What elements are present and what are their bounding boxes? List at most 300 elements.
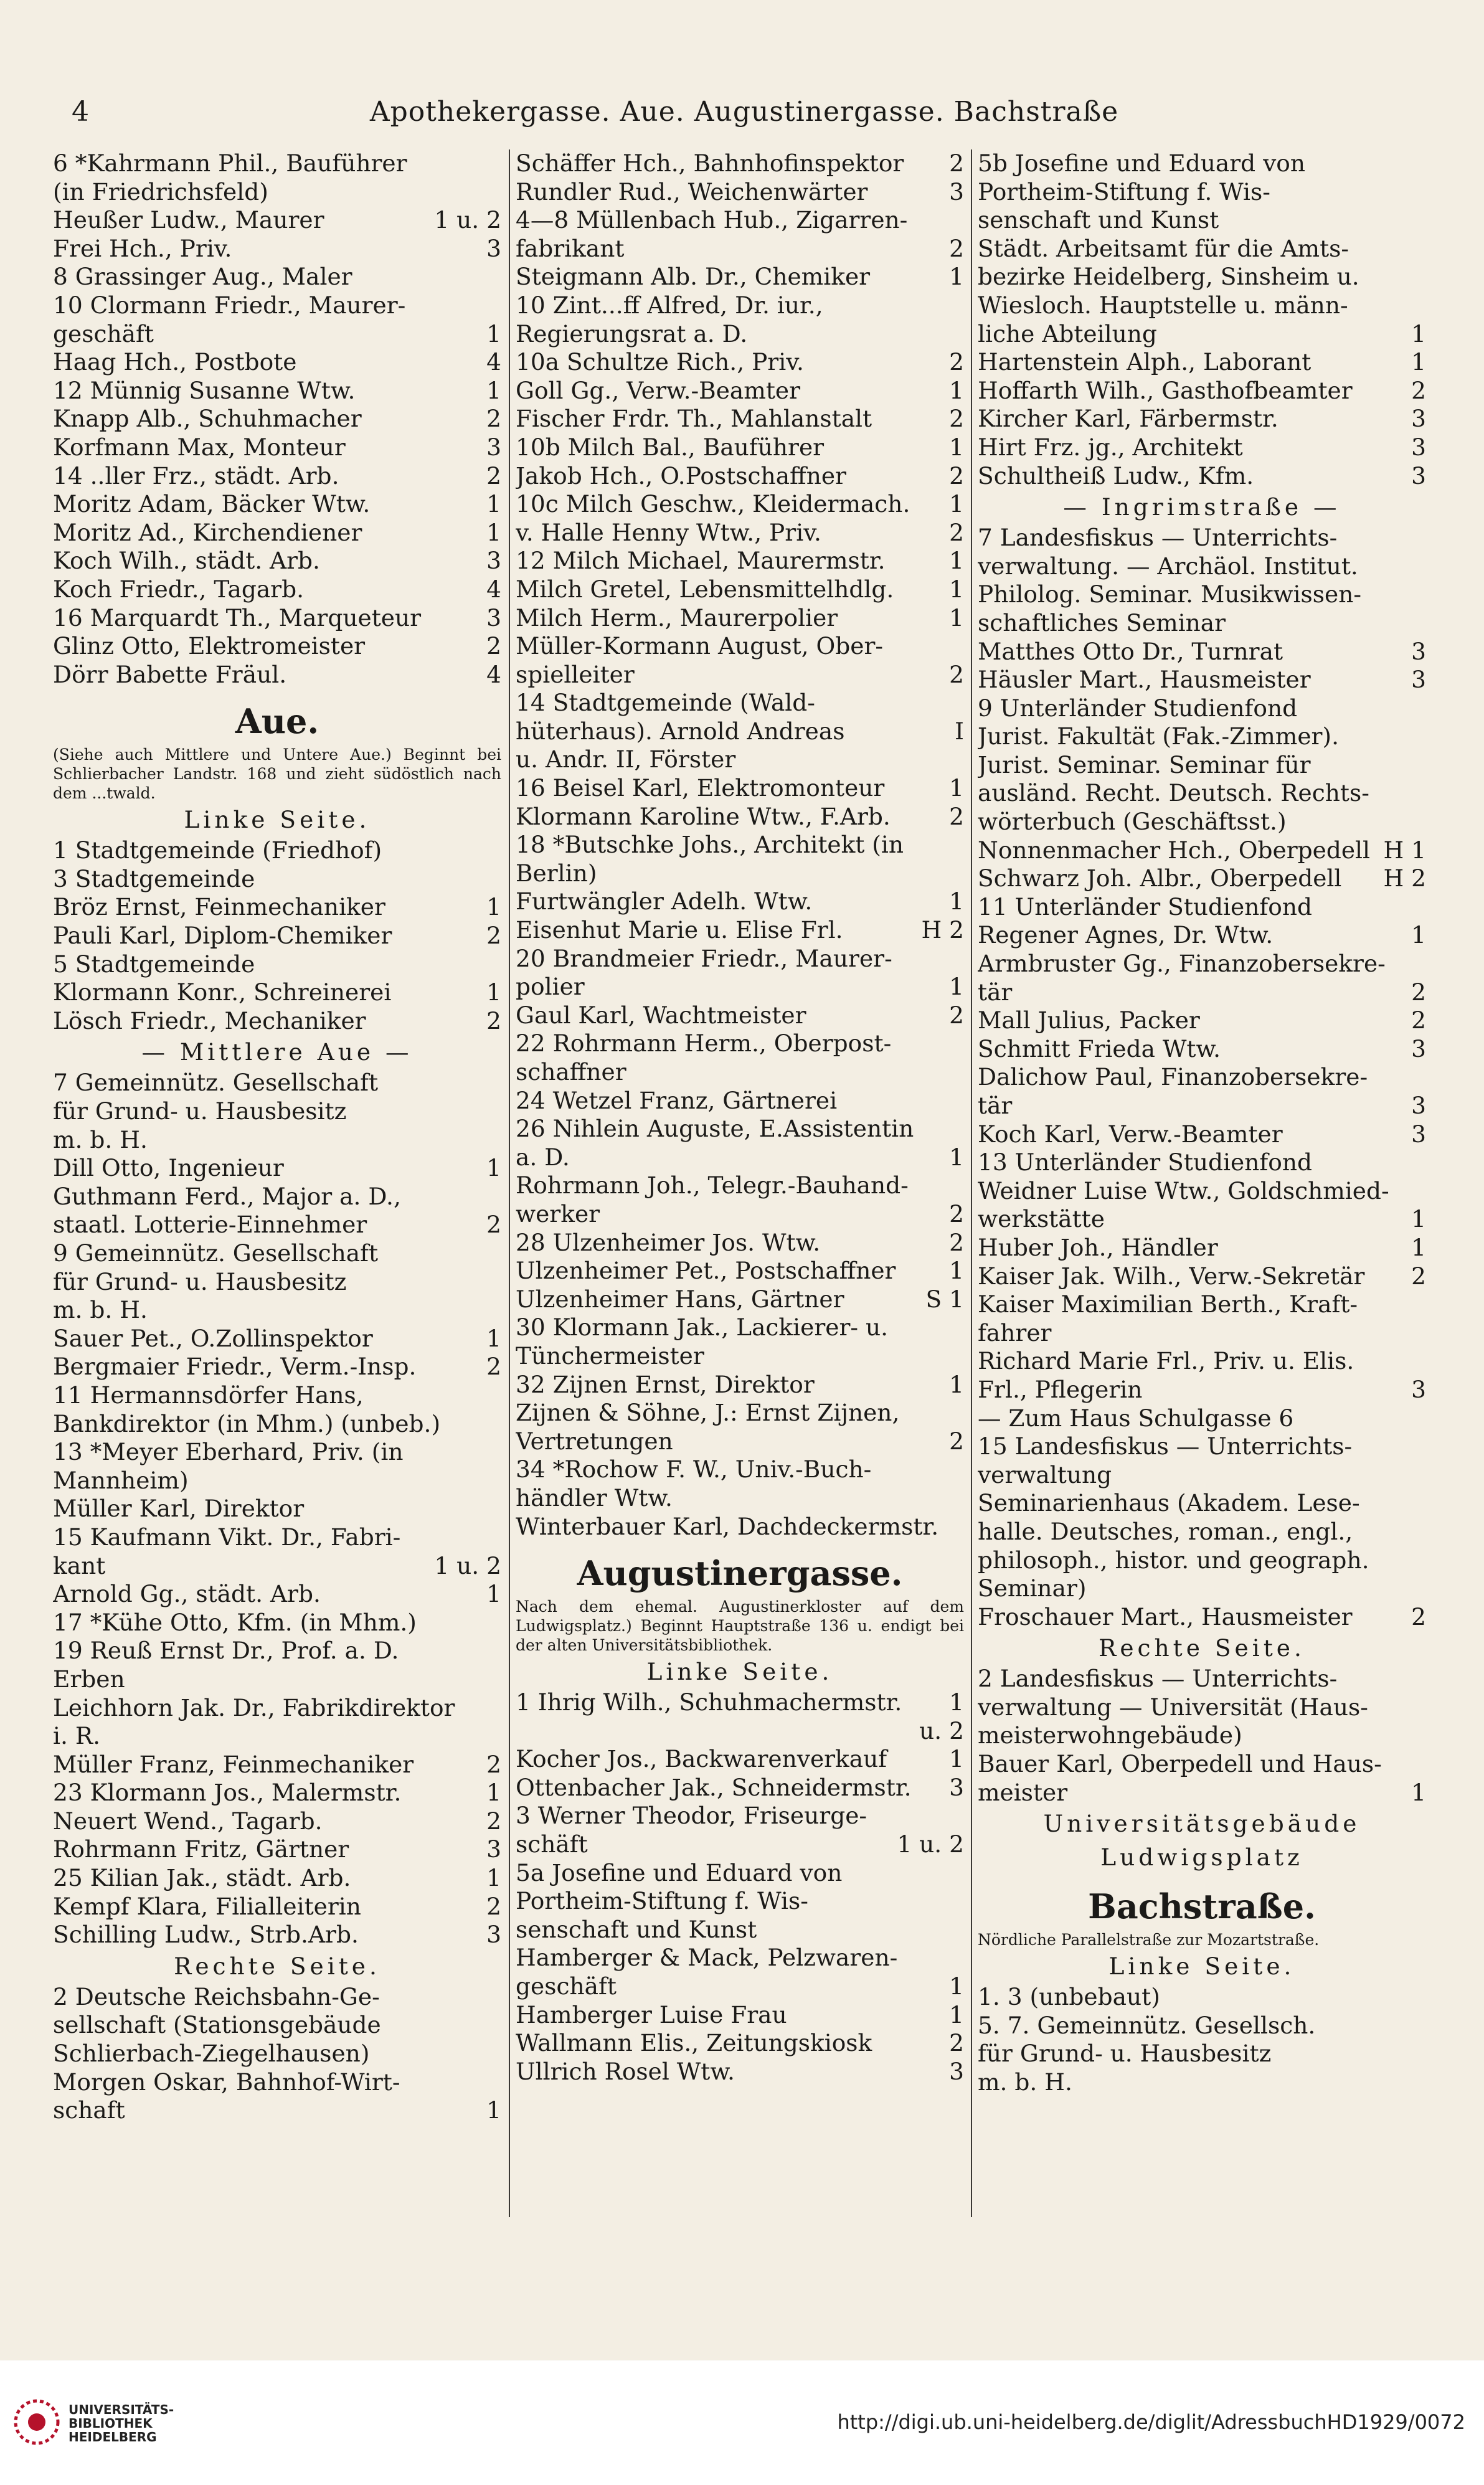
directory-entry bbox=[53, 1381, 501, 1410]
directory-entry bbox=[516, 831, 964, 859]
directory-entry bbox=[516, 547, 964, 575]
directory-entry bbox=[53, 1779, 501, 1807]
directory-entry bbox=[53, 1835, 501, 1864]
entry-text: Heußer Ludw., Maurer bbox=[53, 206, 324, 234]
entry-text: für Grund- u. Hausbesitz bbox=[978, 2040, 1272, 2068]
directory-entry bbox=[53, 433, 501, 462]
entry-text: 14 ..ller Frz., städt. Arb. bbox=[53, 462, 339, 490]
entry-text: Bankdirektor (in Mhm.) (unbeb.) bbox=[53, 1409, 441, 1437]
entry-text: Schultheiß Ludw., Kfm. bbox=[978, 462, 1254, 490]
directory-entry bbox=[978, 1489, 1426, 1518]
entry-text: liche Abteilung bbox=[978, 320, 1157, 348]
side-label: — Mittlere Aue — bbox=[141, 1038, 413, 1066]
entry-text: Tünchermeister bbox=[516, 1342, 704, 1370]
directory-entry bbox=[53, 1864, 501, 1893]
entry-text: 34 *Rochow F. W., Univ.-Buch- bbox=[516, 1456, 872, 1484]
directory-entry bbox=[978, 291, 1426, 320]
floor-number: 2 bbox=[486, 1211, 501, 1239]
directory-entry bbox=[516, 1427, 964, 1456]
entry-text: m. b. H. bbox=[53, 1125, 148, 1153]
directory-entry bbox=[978, 1006, 1426, 1035]
directory-entry bbox=[53, 1239, 501, 1268]
floor-number: 1 bbox=[949, 2000, 964, 2028]
entry-text: 11 Hermannsdörfer Hans, bbox=[53, 1381, 364, 1409]
directory-entry bbox=[53, 1495, 501, 1523]
floor-number: 1 bbox=[1411, 348, 1426, 376]
directory-entry bbox=[53, 1921, 501, 1949]
directory-entry bbox=[516, 1859, 964, 1888]
directory-entry bbox=[516, 519, 964, 547]
floor-number: 3 bbox=[486, 433, 501, 461]
directory-entry bbox=[53, 1807, 501, 1836]
floor-number: 1 bbox=[949, 1972, 964, 2000]
floor-number: 3 bbox=[1411, 1034, 1426, 1063]
page-header bbox=[72, 87, 1417, 137]
entry-text: Bröz Ernst, Feinmechaniker bbox=[53, 893, 385, 921]
directory-entry bbox=[516, 1371, 964, 1399]
floor-number: 2 bbox=[486, 462, 501, 490]
footer-bar bbox=[0, 2360, 1484, 2485]
entry-text: 5. 7. Gemeinnütz. Gesellsch. bbox=[978, 2011, 1316, 2039]
directory-entry bbox=[53, 1126, 501, 1155]
directory-entry bbox=[978, 1205, 1426, 1234]
directory-entry bbox=[53, 2040, 501, 2068]
directory-entry bbox=[978, 1546, 1426, 1575]
side-label: Linke Seite. bbox=[184, 806, 371, 834]
library-logo-text: UNIVERSITÄTS- BIBLIOTHEK HEIDELBERG bbox=[69, 2402, 174, 2445]
directory-entry bbox=[516, 1456, 964, 1484]
floor-number: 2 bbox=[486, 1006, 501, 1034]
directory-entry bbox=[516, 2001, 964, 2030]
entry-text: Knapp Alb., Schuhmacher bbox=[53, 405, 362, 433]
floor-number: 2 bbox=[949, 1001, 964, 1029]
entry-text: meister bbox=[978, 1778, 1068, 1806]
directory-entry bbox=[978, 694, 1426, 723]
entry-text: Kocher Jos., Backwarenverkauf bbox=[516, 1745, 887, 1773]
floor-number: 1 bbox=[949, 575, 964, 603]
source-url-link[interactable]: http://digi.ub.uni-heidelberg.de/diglit/AdressbuchHD1929/0072 bbox=[837, 2410, 1465, 2434]
entry-text: Eisenhut Marie u. Elise Frl. bbox=[516, 916, 843, 944]
entry-text: Rohrmann Fritz, Gärtner bbox=[53, 1835, 349, 1863]
entry-text: Mannheim) bbox=[53, 1466, 189, 1494]
entry-text: (in Friedrichsfeld) bbox=[53, 178, 268, 206]
entry-text: Dalichow Paul, Finanzobersekre- bbox=[978, 1063, 1368, 1091]
side-label: Linke Seite. bbox=[646, 1658, 833, 1686]
floor-number: 1 bbox=[486, 490, 501, 518]
directory-entry bbox=[53, 547, 501, 575]
floor-number: 2 bbox=[1411, 1006, 1426, 1034]
directory-entry bbox=[978, 1319, 1426, 1348]
directory-entry bbox=[978, 779, 1426, 808]
floor-number: 4 bbox=[486, 575, 501, 603]
directory-entry bbox=[53, 1211, 501, 1239]
entry-text: polier bbox=[516, 973, 585, 1001]
directory-entry bbox=[516, 1513, 964, 1541]
directory-entry bbox=[53, 291, 501, 320]
entry-text: Schilling Ludw., Strb.Arb. bbox=[53, 1921, 359, 1949]
entry-text: 16 Beisel Karl, Elektromonteur bbox=[516, 774, 885, 802]
floor-number: 2 bbox=[949, 1228, 964, 1256]
floor-number: 1 bbox=[949, 1745, 964, 1773]
floor-number: 2 bbox=[949, 1427, 964, 1455]
running-title: Apothekergasse. Aue. Augustinergasse. Bachstraße bbox=[369, 96, 1119, 128]
entry-text: Steigmann Alb. Dr., Chemiker bbox=[516, 263, 871, 291]
entry-text: 28 Ulzenheimer Jos. Wtw. bbox=[516, 1228, 821, 1256]
entry-text: 30 Klormann Jak., Lackierer- u. bbox=[516, 1314, 889, 1342]
entry-text: Jurist. Seminar. Seminar für bbox=[978, 750, 1311, 779]
entry-text: 10b Milch Bal., Bauführer bbox=[516, 433, 825, 461]
floor-number: 2 bbox=[1411, 1262, 1426, 1290]
directory-entry bbox=[53, 1893, 501, 1921]
entry-text: Kircher Karl, Färbermstr. bbox=[978, 405, 1278, 433]
entry-text: verwaltung — Universität (Haus- bbox=[978, 1693, 1368, 1721]
floor-number: 2 bbox=[486, 1807, 501, 1835]
floor-number: 1 bbox=[949, 604, 964, 632]
directory-entry bbox=[978, 1290, 1426, 1319]
directory-entry bbox=[516, 263, 964, 291]
entry-text: fabrikant bbox=[516, 234, 625, 262]
directory-entry bbox=[516, 888, 964, 916]
floor-number: 1 bbox=[949, 973, 964, 1001]
entry-text: schaft bbox=[53, 2096, 125, 2124]
directory-entry bbox=[516, 1916, 964, 1944]
entry-text: Fischer Frdr. Th., Mahlanstalt bbox=[516, 405, 872, 433]
entry-text: 25 Kilian Jak., städt. Arb. bbox=[53, 1864, 351, 1892]
directory-entry bbox=[978, 1035, 1426, 1064]
entry-text: hüterhaus). Arnold Andreas bbox=[516, 717, 845, 745]
floor-number: 3 bbox=[1411, 666, 1426, 694]
directory-entry bbox=[516, 1342, 964, 1371]
directory-entry bbox=[978, 524, 1426, 552]
street-note: Nach dem ehemal. Augustinerkloster auf dem Ludwigsplatz.) Beginnt Hauptstraße 136 u. endigt bei der alten Universitätsbibliothek. bbox=[516, 1598, 964, 1655]
entry-text: Winterbauer Karl, Dachdeckermstr. bbox=[516, 1512, 939, 1540]
entry-text: u. Andr. II, Förster bbox=[516, 746, 736, 774]
directory-entry bbox=[978, 2068, 1426, 2097]
directory-entry bbox=[978, 1461, 1426, 1490]
entry-text: händler Wtw. bbox=[516, 1484, 673, 1512]
entry-text: 6 *Kahrmann Phil., Bauführer bbox=[53, 149, 407, 177]
entry-text: 10 Zint...ff Alfred, Dr. iur., bbox=[516, 291, 823, 319]
directory-entry bbox=[978, 1779, 1426, 1807]
directory-entry bbox=[978, 1404, 1426, 1433]
directory-entry bbox=[978, 178, 1426, 207]
entry-text: Ulzenheimer Hans, Gärtner bbox=[516, 1285, 844, 1313]
entry-text: 5a Josefine und Eduard von bbox=[516, 1858, 843, 1886]
entry-text: Schäffer Hch., Bahnhofinspektor bbox=[516, 149, 904, 177]
directory-entry bbox=[53, 490, 501, 519]
floor-number: 1 bbox=[486, 1864, 501, 1892]
floor-number: 1 u. 2 bbox=[434, 1551, 501, 1579]
street-heading: Augustinergasse. bbox=[577, 1553, 903, 1594]
directory-entry bbox=[516, 1887, 964, 1916]
floor-number: 2 bbox=[949, 802, 964, 830]
entry-text: Froschauer Mart., Hausmeister bbox=[978, 1602, 1353, 1631]
street-note: (Siehe auch Mittlere und Untere Aue.) Beginnt bei Schlierbacher Landstr. 168 und zieht südöstlich nach dem ...twald. bbox=[53, 746, 501, 803]
entry-text: 4—8 Müllenbach Hub., Zigarren- bbox=[516, 206, 908, 234]
entry-text: Ullrich Rosel Wtw. bbox=[516, 2057, 735, 2085]
directory-entry bbox=[516, 235, 964, 263]
entry-text: wörterbuch (Geschäftsst.) bbox=[978, 808, 1287, 836]
directory-entry bbox=[53, 1183, 501, 1211]
entry-text: spielleiter bbox=[516, 660, 635, 688]
directory-entry bbox=[53, 1097, 501, 1126]
directory-entry bbox=[978, 405, 1426, 433]
directory-entry bbox=[978, 235, 1426, 263]
entry-text: Schlierbach-Ziegelhausen) bbox=[53, 2040, 370, 2068]
entry-text: 13 *Meyer Eberhard, Priv. (in bbox=[53, 1438, 404, 1466]
floor-number: 2 bbox=[949, 462, 964, 490]
directory-entry bbox=[516, 1972, 964, 2001]
directory-entry bbox=[53, 405, 501, 433]
directory-entry bbox=[516, 1717, 964, 1746]
directory-entry bbox=[53, 922, 501, 950]
floor-number: 3 bbox=[1411, 1092, 1426, 1119]
directory-entry bbox=[53, 149, 501, 178]
directory-entry bbox=[53, 1694, 501, 1723]
directory-entry bbox=[978, 2012, 1426, 2040]
entry-text: tär bbox=[978, 978, 1013, 1006]
directory-entry bbox=[516, 1257, 964, 1285]
entry-text: 8 Grassinger Aug., Maler bbox=[53, 263, 352, 291]
directory-entry bbox=[53, 1296, 501, 1325]
entry-text: Frei Hch., Priv. bbox=[53, 234, 232, 262]
directory-entry bbox=[516, 1774, 964, 1802]
entry-text: Bergmaier Friedr., Verm.-Insp. bbox=[53, 1353, 417, 1381]
floor-number: 1 bbox=[486, 1779, 501, 1807]
entry-text: 2 Deutsche Reichsbahn-Ge- bbox=[53, 1982, 380, 2010]
directory-entry bbox=[978, 950, 1426, 978]
entry-text: Neuert Wend., Tagarb. bbox=[53, 1807, 323, 1835]
directory-entry bbox=[516, 490, 964, 519]
directory-entry bbox=[53, 1467, 501, 1495]
floor-number: 3 bbox=[486, 1921, 501, 1949]
floor-number: 2 bbox=[486, 1892, 501, 1920]
entry-text: Sauer Pet., O.Zollinspektor bbox=[53, 1324, 373, 1352]
entry-text: 23 Klormann Jos., Malermstr. bbox=[53, 1779, 402, 1807]
floor-number: 1 bbox=[1411, 921, 1426, 949]
directory-entry bbox=[978, 722, 1426, 751]
entry-text: 11 Unterländer Studienfond bbox=[978, 892, 1312, 921]
entry-text: Gaul Karl, Wachtmeister bbox=[516, 1001, 806, 1029]
directory-entry bbox=[978, 1177, 1426, 1206]
column-2 bbox=[516, 149, 964, 2230]
floor-number: 1 bbox=[949, 774, 964, 802]
entry-text: philosoph., histor. und geograph. bbox=[978, 1546, 1369, 1574]
floor-number: 2 bbox=[949, 1200, 964, 1228]
directory-entry bbox=[516, 433, 964, 462]
directory-entry bbox=[516, 575, 964, 604]
directory-entry bbox=[53, 377, 501, 405]
directory-entry bbox=[53, 1722, 501, 1751]
entry-text: 17 *Kühe Otto, Kfm. (in Mhm.) bbox=[53, 1608, 417, 1636]
entry-text: verwaltung bbox=[978, 1460, 1112, 1489]
entry-text: Hartenstein Alph., Laborant bbox=[978, 348, 1311, 376]
floor-number: 2 bbox=[486, 1750, 501, 1778]
entry-text: Koch Wilh., städt. Arb. bbox=[53, 547, 320, 575]
directory-entry bbox=[978, 1432, 1426, 1461]
entry-text: Hirt Frz. jg., Architekt bbox=[978, 433, 1243, 461]
directory-entry bbox=[516, 689, 964, 717]
directory-entry bbox=[516, 803, 964, 831]
floor-number: 2 bbox=[1411, 1602, 1426, 1631]
directory-entry bbox=[53, 1410, 501, 1439]
directory-entry bbox=[516, 945, 964, 973]
entry-text: fahrer bbox=[978, 1318, 1052, 1347]
entry-text: Goll Gg., Verw.-Beamter bbox=[516, 376, 801, 404]
entry-text: Erben bbox=[53, 1665, 125, 1693]
directory-entry bbox=[516, 604, 964, 633]
entry-text: v. Halle Henny Wtw., Priv. bbox=[516, 518, 821, 546]
directory-entry bbox=[53, 1353, 501, 1381]
floor-number: 3 bbox=[1411, 1120, 1426, 1148]
directory-entry bbox=[516, 746, 964, 774]
entry-text: Häusler Mart., Hausmeister bbox=[978, 666, 1311, 694]
directory-entry bbox=[53, 1552, 501, 1581]
floor-number: 3 bbox=[486, 604, 501, 632]
directory-entry bbox=[53, 604, 501, 633]
directory-entry bbox=[516, 859, 964, 888]
directory-entry bbox=[978, 1721, 1426, 1750]
entry-text: sellschaft (Stationsgebäude bbox=[53, 2011, 381, 2039]
directory-entry bbox=[978, 1693, 1426, 1722]
directory-entry bbox=[516, 206, 964, 235]
entry-text: Koch Karl, Verw.-Beamter bbox=[978, 1120, 1283, 1148]
entry-text: 15 Landesfiskus — Unterrichts- bbox=[978, 1432, 1353, 1460]
floor-number: H 1 bbox=[1383, 836, 1426, 864]
floor-number: 1 bbox=[949, 1143, 964, 1171]
entry-text: Vertretungen bbox=[516, 1427, 673, 1455]
entry-text: Portheim-Stiftung f. Wis- bbox=[516, 1887, 808, 1915]
directory-entry bbox=[53, 1523, 501, 1552]
entry-text: i. R. bbox=[53, 1722, 100, 1750]
directory-entry bbox=[516, 405, 964, 433]
directory-entry bbox=[978, 1983, 1426, 2012]
floor-number: u. 2 bbox=[919, 1716, 964, 1744]
directory-entry bbox=[53, 1154, 501, 1183]
directory-entry bbox=[516, 1058, 964, 1087]
floor-number: 1 bbox=[486, 320, 501, 348]
directory-entry bbox=[53, 1751, 501, 1779]
directory-entry bbox=[978, 1092, 1426, 1120]
floor-number: 2 bbox=[486, 922, 501, 950]
directory-entry bbox=[978, 893, 1426, 922]
directory-entry bbox=[53, 519, 501, 547]
entry-text: senschaft und Kunst bbox=[516, 1915, 757, 1943]
directory-entry bbox=[516, 1944, 964, 1972]
directory-entry bbox=[53, 1609, 501, 1637]
entry-text: 10a Schultze Rich., Priv. bbox=[516, 348, 804, 376]
floor-number: 3 bbox=[1411, 637, 1426, 665]
entry-text: schaffner bbox=[516, 1058, 626, 1086]
directory-entry bbox=[53, 865, 501, 894]
directory-entry bbox=[516, 1484, 964, 1513]
entry-text: 9 Unterländer Studienfond bbox=[978, 694, 1298, 722]
floor-number: 1 bbox=[1411, 1205, 1426, 1233]
entry-text: 5 Stadtgemeinde bbox=[53, 950, 255, 978]
floor-number: H 2 bbox=[921, 916, 964, 944]
entry-text: Kempf Klara, Filialleiterin bbox=[53, 1892, 361, 1920]
directory-entry bbox=[516, 149, 964, 178]
entry-text: 20 Brandmeier Friedr., Maurer- bbox=[516, 944, 892, 972]
entry-text: 18 *Butschke Johs., Architekt (in bbox=[516, 831, 904, 859]
entry-text: Berlin) bbox=[516, 859, 597, 887]
directory-entry bbox=[516, 348, 964, 377]
directory-entry bbox=[978, 1603, 1426, 1632]
street-heading: Bachstraße. bbox=[1088, 1886, 1316, 1927]
directory-entry bbox=[978, 1376, 1426, 1404]
directory-entry bbox=[53, 1438, 501, 1467]
directory-entry bbox=[516, 1314, 964, 1342]
entry-text: Weidner Luise Wtw., Goldschmied- bbox=[978, 1176, 1389, 1205]
entry-text: für Grund- u. Hausbesitz bbox=[53, 1097, 347, 1125]
directory-entry bbox=[516, 1143, 964, 1172]
floor-number: 2 bbox=[486, 1353, 501, 1381]
entry-text: 12 Münnig Susanne Wtw. bbox=[53, 376, 356, 404]
directory-entry bbox=[516, 320, 964, 349]
entry-text: Klormann Karoline Wtw., F.Arb. bbox=[516, 802, 891, 830]
directory-entry bbox=[978, 377, 1426, 405]
entry-text: Milch Gretel, Lebensmittelhdlg. bbox=[516, 575, 894, 603]
directory-entry bbox=[978, 206, 1426, 235]
directory-entry bbox=[978, 462, 1426, 491]
entry-text: Morgen Oskar, Bahnhof-Wirt- bbox=[53, 2068, 400, 2096]
entry-text: schäft bbox=[516, 1830, 588, 1858]
directory-entry bbox=[978, 1148, 1426, 1177]
entry-text: Dörr Babette Fräul. bbox=[53, 660, 287, 688]
entry-text: geschäft bbox=[516, 1972, 617, 2000]
directory-entry bbox=[53, 206, 501, 235]
entry-text: m. b. H. bbox=[978, 2068, 1072, 2096]
directory-entry bbox=[516, 717, 964, 746]
directory-entry bbox=[53, 893, 501, 922]
floor-number: 1 bbox=[486, 978, 501, 1006]
floor-number: 3 bbox=[1411, 433, 1426, 461]
directory-entry bbox=[516, 1229, 964, 1257]
floor-number: 1 bbox=[949, 547, 964, 575]
entry-text: Schmitt Frieda Wtw. bbox=[978, 1034, 1221, 1063]
entry-text: für Grund- u. Hausbesitz bbox=[53, 1267, 347, 1295]
entry-text: staatl. Lotterie-Einnehmer bbox=[53, 1211, 367, 1239]
floor-number: 1 bbox=[949, 433, 964, 461]
floor-number: 1 bbox=[486, 1580, 501, 1608]
floor-number: 1 bbox=[1411, 320, 1426, 348]
column-3 bbox=[978, 149, 1426, 2230]
entry-text: Portheim-Stiftung f. Wis- bbox=[978, 178, 1270, 206]
directory-entry bbox=[53, 632, 501, 661]
entry-text: 10 Clormann Friedr., Maurer- bbox=[53, 291, 406, 319]
directory-entry bbox=[978, 320, 1426, 349]
entry-text: 5b Josefine und Eduard von bbox=[978, 149, 1305, 177]
floor-number: 3 bbox=[486, 1835, 501, 1863]
entry-text: Mall Julius, Packer bbox=[978, 1006, 1200, 1034]
directory-entry bbox=[516, 916, 964, 945]
entry-text: meisterwohngebäude) bbox=[978, 1721, 1242, 1749]
entry-text: Nonnenmacher Hch., Oberpedell bbox=[978, 836, 1371, 864]
directory-entry bbox=[53, 661, 501, 689]
side-label: Universitätsgebäude bbox=[1043, 1810, 1361, 1838]
directory-entry bbox=[978, 808, 1426, 836]
entry-text: Regierungsrat a. D. bbox=[516, 320, 748, 348]
entry-text: werker bbox=[516, 1200, 600, 1228]
entry-text: Seminarienhaus (Akadem. Lese- bbox=[978, 1489, 1360, 1517]
entry-text: Rohrmann Joh., Telegr.-Bauhand- bbox=[516, 1172, 909, 1200]
directory-entry bbox=[978, 1750, 1426, 1779]
entry-text: tär bbox=[978, 1092, 1013, 1119]
entry-text: Müller Karl, Direktor bbox=[53, 1495, 305, 1523]
floor-number: 1 bbox=[486, 893, 501, 921]
entry-text: 1. 3 (unbebaut) bbox=[978, 1983, 1160, 2011]
entry-text: senschaft und Kunst bbox=[978, 206, 1219, 234]
